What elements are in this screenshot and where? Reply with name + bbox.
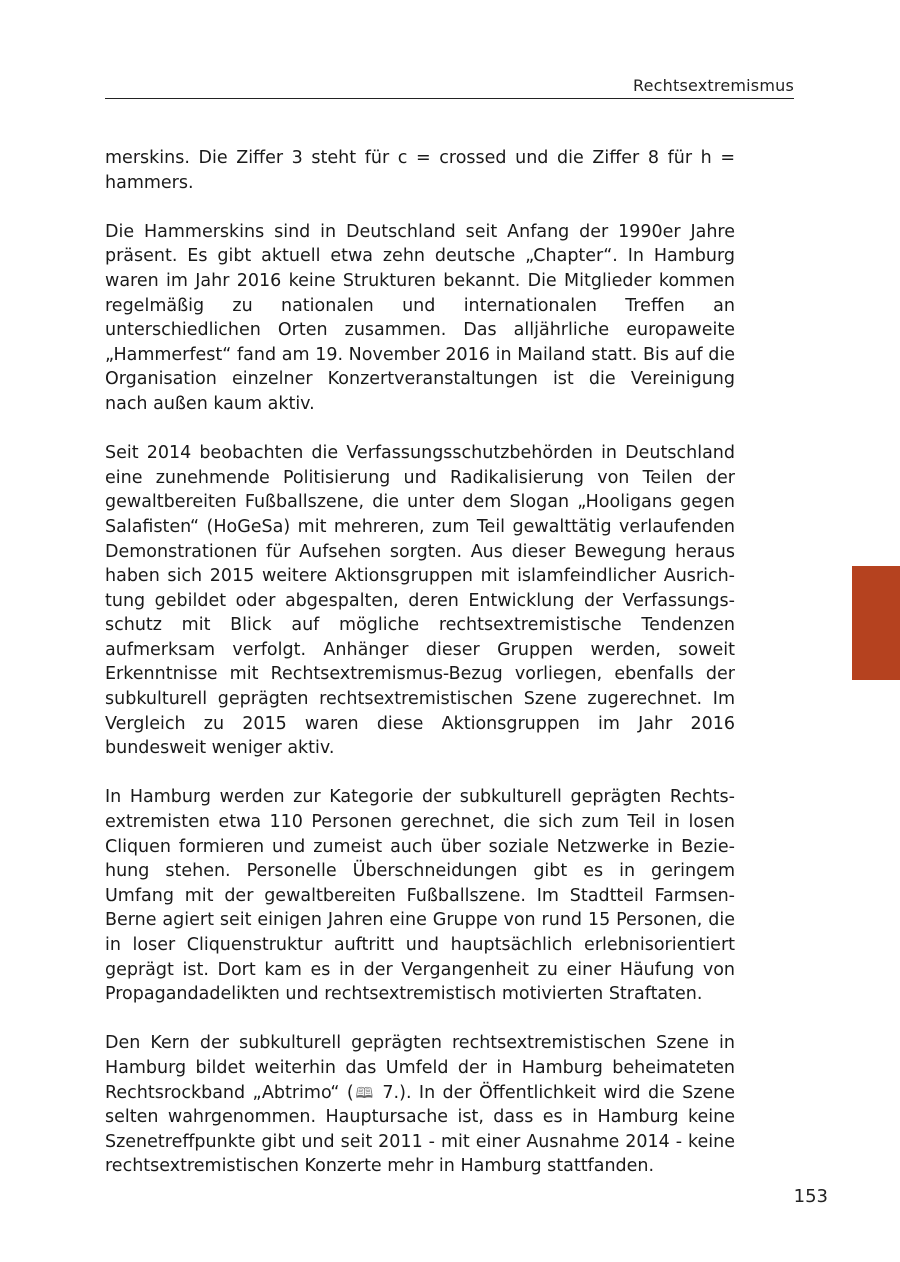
- chapter-thumb-tab: [852, 566, 900, 680]
- paragraph-5-text-start: Den Kern der subkulturell geprägten rechtsextremistischen Szene in Hamburg bildet weiterhin das Umfeld der in Hamburg beheimateten Rechtsrockband „Abtrimo“ (: [105, 1033, 735, 1103]
- open-book-icon: 🕮: [353, 1083, 376, 1102]
- paragraph-2: Die Hammerskins sind in Deutschland seit Anfang der 1990er Jahre präsent. Es gibt aktuell etwa zehn deutsche „Chapter“. In Hamburg waren im Jahr 2016 keine Strukturen bekannt. Die Mitglieder kommen regelmäßig zu nationalen und internationalen Treffen an unterschiedlichen Orten zusammen. Das alljährliche europaweite „Hammerfest“ fand am 19. November 2016 in Mailand statt. Bis auf die Organisation einzelner Konzertveranstaltungen ist die Vereinigung nach außen kaum aktiv.: [105, 221, 735, 414]
- paragraph-4: In Hamburg werden zur Kategorie der subkulturell geprägten Rechtsextremisten etwa 110 Personen gerechnet, die sich zum Teil in losen Cliquen formieren und zumeist auch über soziale Netzwerke in Beziehung stehen. Personelle Überschneidungen gibt es in geringem Umfang mit der gewaltbereiten Fußballszene. Im Stadtteil Farmsen-Berne agiert seit einigen Jahren eine Gruppe von rund 15 Personen, die in loser Cliquenstruktur auftritt und hauptsächlich erlebnisorientiert geprägt ist. Dort kam es in der Vergangenheit zu einer Häufung von Propagandadelikten und rechtsextremistisch motivierten Straftaten.: [105, 787, 735, 1005]
- paragraph-5: [105, 1031, 735, 1179]
- header-rule: [105, 98, 794, 99]
- page-number: 153: [793, 1186, 828, 1207]
- cross-reference: 7.): [375, 1082, 406, 1103]
- running-head-title: Rechtsextremismus: [633, 76, 794, 95]
- body-text: [105, 146, 735, 1204]
- paragraph-3: Seit 2014 beobachten die Verfassungsschutzbehörden in Deutschland eine zunehmende Politisierung und Radikalisierung von Teilen der gewaltbereiten Fußballszene, die unter dem Slogan „Hooligans gegen Salafisten“ (HoGeSa) mit mehreren, zum Teil gewalttätig verlaufenden Demonstrationen für Aufsehen sorgten. Aus dieser Bewegung heraus haben sich 2015 weitere Aktionsgruppen mit islamfeindlicher Ausrichtung gebildet oder abgespalten, deren Entwicklung der Verfassungsschutz mit Blick auf mögliche rechtsextremistische Tendenzen aufmerksam verfolgt. Anhänger dieser Gruppen werden, soweit Erkenntnisse mit Rechtsextremismus-Bezug vorliegen, ebenfalls der subkulturell geprägten rechtsextremistischen Szene zugerechnet. Im Vergleich zu 2015 waren diese Aktionsgruppen im Jahr 2016 bundesweit weniger aktiv.: [105, 443, 735, 759]
- paragraph-1: merskins. Die Ziffer 3 steht für c = crossed und die Ziffer 8 für h = hammers.: [105, 148, 735, 193]
- paragraph-5-text-end: . In der Öffentlichkeit wird die Szene selten wahrgenommen. Hauptursache ist, dass es in Hamburg keine Szenetreffpunkte gibt und seit 2011 - mit einer Ausnahme 2014 - keine rechtsextremistischen Konzerte mehr in Hamburg stattfanden.: [105, 1082, 735, 1177]
